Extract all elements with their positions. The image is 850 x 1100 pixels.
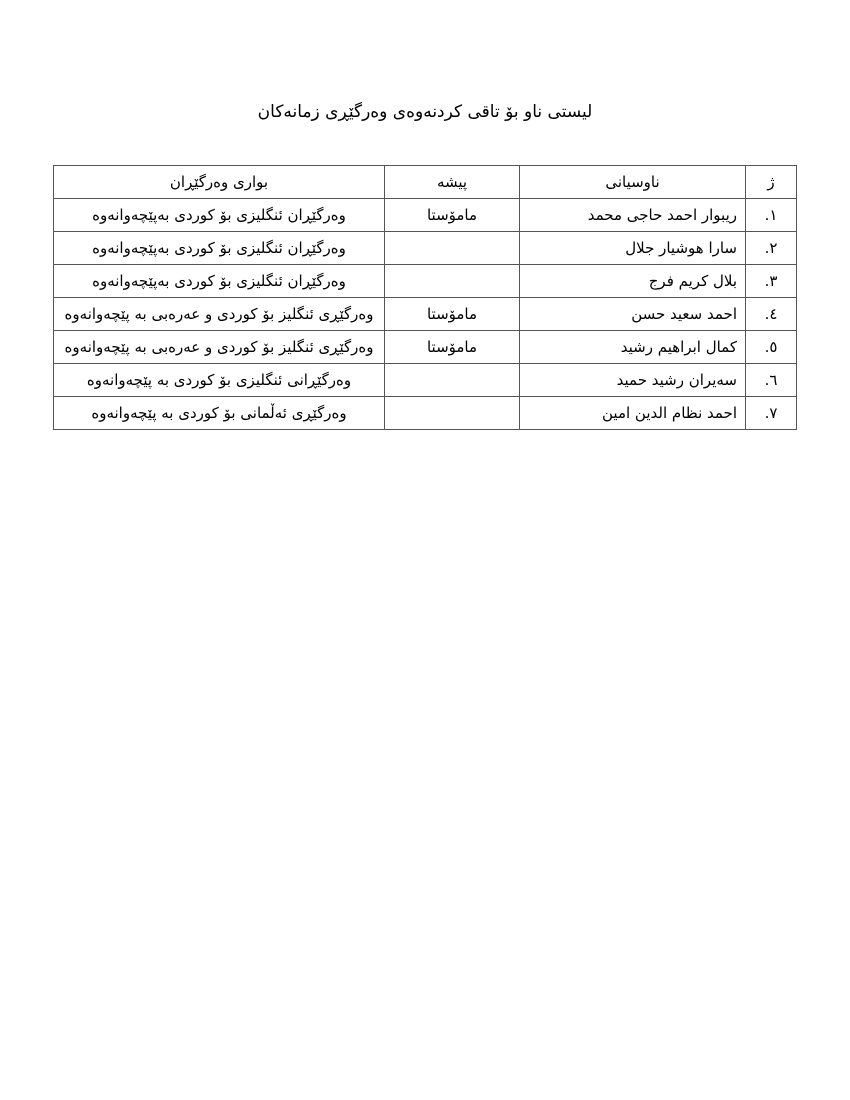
row-profession: مامۆستا [385, 331, 520, 364]
row-profession [385, 397, 520, 430]
row-number: ١. [746, 199, 797, 232]
row-number: ٣. [746, 265, 797, 298]
row-field: وەرگێڕان ئنگلیزی بۆ کوردی بەپێچەوانەوە [54, 232, 385, 265]
row-name: احمد نظام الدین امین [520, 397, 746, 430]
table-row [54, 397, 797, 430]
table-row [54, 331, 797, 364]
row-field: وەرگێڕی ئنگلیز بۆ کوردی و عەرەبی بە پێچەوانەوە [54, 331, 385, 364]
row-number: ٦. [746, 364, 797, 397]
header-profession: پیشه [385, 166, 520, 199]
row-profession [385, 364, 520, 397]
row-profession [385, 232, 520, 265]
row-profession: مامۆستا [385, 199, 520, 232]
table-row [54, 298, 797, 331]
row-name: بلال کریم فرج [520, 265, 746, 298]
row-number: ٥. [746, 331, 797, 364]
row-name: ریبوار احمد حاجی محمد [520, 199, 746, 232]
table-header-row [54, 166, 797, 199]
row-profession: مامۆستا [385, 298, 520, 331]
table-row [54, 199, 797, 232]
page-title: لیستی ناو بۆ تاقی کردنەوەی وەرگێڕی زمانەکان [257, 102, 593, 122]
names-table [53, 165, 797, 430]
table-row [54, 232, 797, 265]
table-row [54, 364, 797, 397]
row-number: ٤. [746, 298, 797, 331]
header-number: ژ [746, 166, 797, 199]
row-name: احمد سعید حسن [520, 298, 746, 331]
header-field: بواری وەرگێڕان [54, 166, 385, 199]
row-field: وەرگێڕانی ئنگلیزی بۆ کوردی بە پێچەوانەوە [54, 364, 385, 397]
header-name: ناوسیانی [520, 166, 746, 199]
table-row [54, 265, 797, 298]
row-number: ٢. [746, 232, 797, 265]
row-field: وەرگێڕان ئنگلیزی بۆ کوردی بەپێچەوانەوە [54, 199, 385, 232]
row-name: سارا هوشیار جلال [520, 232, 746, 265]
row-number: ٧. [746, 397, 797, 430]
row-profession [385, 265, 520, 298]
row-name: کمال ابراهیم رشید [520, 331, 746, 364]
row-field: وەرگێڕی ئەڵمانی بۆ کوردی بە پێچەوانەوە [54, 397, 385, 430]
row-field: وەرگێڕی ئنگلیز بۆ کوردی و عەرەبی بە پێچەوانەوە [54, 298, 385, 331]
row-field: وەرگێڕان ئنگلیزی بۆ کوردی بەپێچەوانەوە [54, 265, 385, 298]
row-name: سەیران رشید حمید [520, 364, 746, 397]
